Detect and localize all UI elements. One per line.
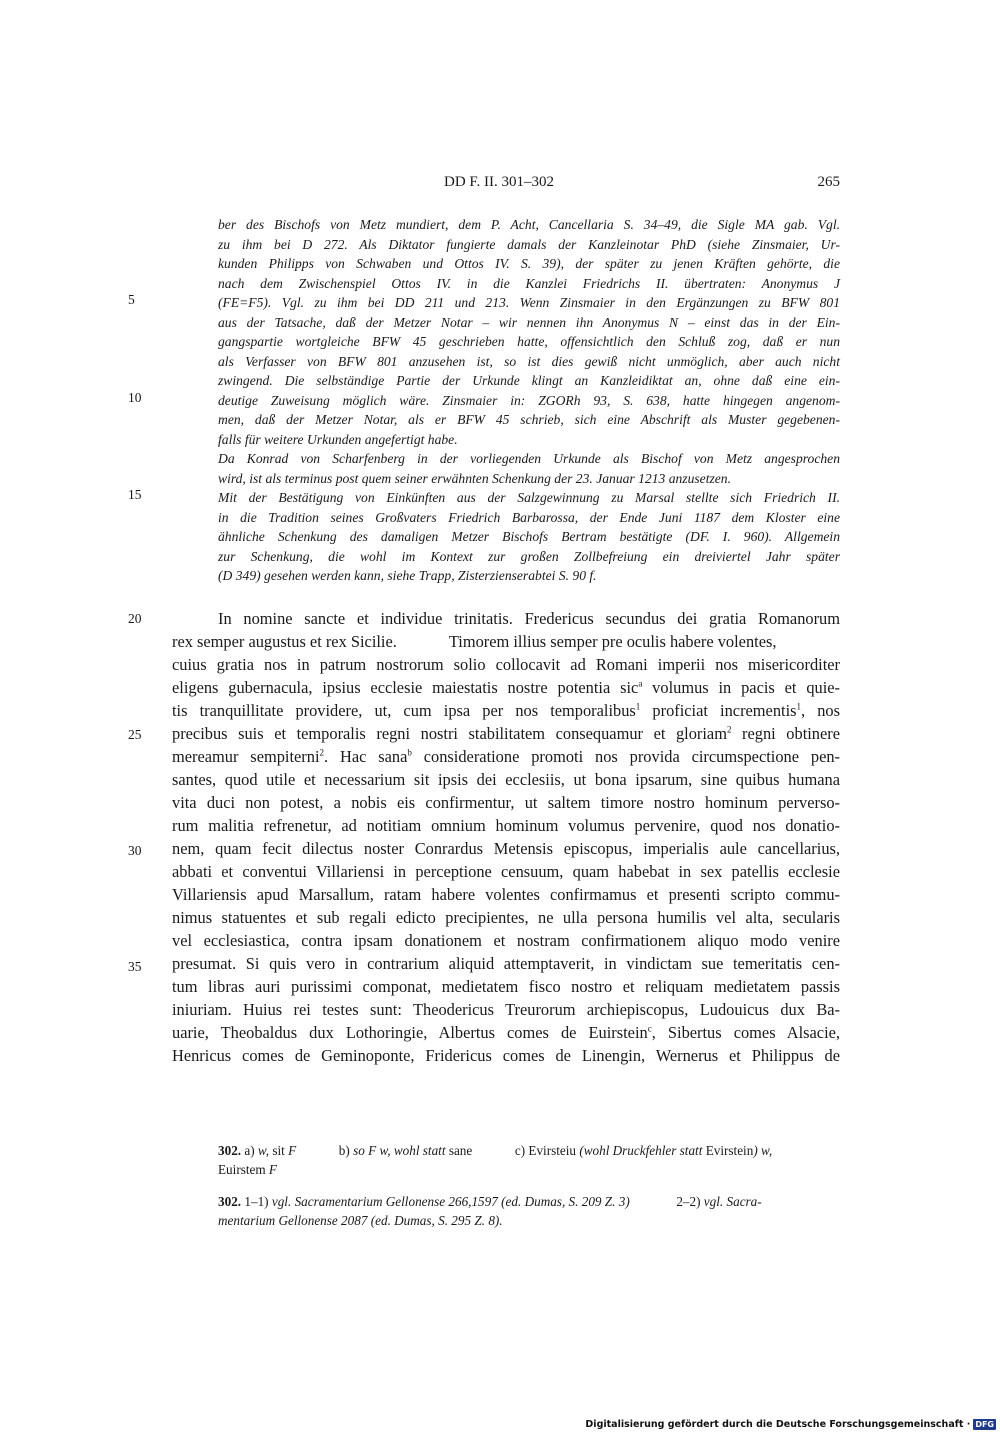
line-number: 30 — [128, 843, 142, 858]
text-line: iniuriam. Huius rei testes sunt: Theodericus Treurorum archiepiscopus, Ludouicus dux Ba- — [172, 1000, 840, 1019]
commentary-line: kunden Philipps von Schwaben und Ottos IV. S. 39), der später zu jenen Kräften gehörte, die — [218, 256, 840, 271]
commentary-line: aus der Tatsache, daß der Metzer Notar – wir nennen ihn Anonymus N – einst das in der Ein- — [218, 314, 840, 330]
text-line: rum malitia refrenetur, ad notitiam omnium hominum volumus pervenire, quod nos donatio- — [172, 816, 840, 835]
text-line: precibus suis et temporalis regni nostri stabilitatem consequamur et gloriam$^2$ regni obtinere — [172, 724, 841, 743]
text-line: vel ecclesiastica, contra ipsam donationem et nostram confirmationem aliquo modo venire — [172, 931, 840, 950]
line-number: 25 — [128, 727, 142, 742]
line-number: 15 — [128, 487, 142, 502]
line-number: 5 — [128, 292, 135, 307]
text-line: Henricus comes de Geminoponte, Fridericus comes de Linengin, Wernerus et Philippus de — [172, 1046, 840, 1065]
commentary-line: zu ihm bei D 272. Als Diktator fungierte damals der Kanzleinotar PhD (siehe Zinsmaier, Ur- — [218, 236, 840, 252]
text-line: nimus statuentes et sub regali edicto precipientes, ne ulla persona humilis vel alta, secularis — [172, 908, 840, 927]
commentary-line: gangspartie wortgleiche BFW 45 geschrieben hatte, offensichtlich den Schluß zog, daß er nun — [218, 334, 840, 349]
commentary-line: (D 349) gesehen werden kann, siehe Trapp, Zisterzienserabtei S. 90 f. — [218, 568, 597, 583]
text-line: uarie, Theobaldus dux Lothoringie, Albertus comes de Euirstein$^c$, Sibertus comes Alsacie, — [172, 1023, 840, 1042]
commentary-line: deutige Zuweisung möglich wäre. Zinsmaier in: ZGORh 93, S. 638, hatte hingegen angenom- — [218, 392, 840, 408]
line-number: 10 — [128, 390, 142, 405]
running-header — [0, 174, 1000, 194]
commentary-line: zwingend. Die selbständige Partie der Urkunde klingt an Kanzleidiktat an, ohne daß eine ein- — [218, 373, 840, 388]
commentary-line: falls für weitere Urkunden angefertigt habe. — [218, 431, 458, 447]
text-line: rex semper augustus et rex Sicilie. Timorem illius semper pre oculis habere volentes, — [172, 632, 777, 651]
line-number: 20 — [128, 611, 142, 626]
commentary-line: men, daß der Metzer Notar, als er BFW 45 schrieb, sich eine Abschrift als Muster gegebenen- — [218, 412, 840, 427]
footnote-line: mentarium Gellonense 2087 (ed. Dumas, S. 295 Z. 8). — [218, 1213, 503, 1228]
dfg-logo: DFG — [975, 1420, 994, 1429]
text-line: Villariensis apud Marsallum, ratam habere volentes confirmamus et presenti scripto commu- — [172, 885, 840, 904]
commentary-line: in die Tradition seines Großvaters Friedrich Barbarossa, der Ende Juni 1187 dem Kloster eine — [218, 509, 840, 525]
text-line: In nomine sancte et individue trinitatis. Fredericus secundus dei gratia Romanorum — [218, 609, 840, 628]
commentary-line: (FE=F5). Vgl. zu ihm bei DD 211 und 213. Wenn Zinsmaier in den Ergänzungen zu BFW 801 — [218, 295, 840, 310]
text-line: cuius gratia nos in patrum nostrorum solio collocavit ad Romani imperii nos misericorditer — [172, 655, 840, 674]
line-number: 35 — [128, 959, 142, 974]
commentary-line: ber des Bischofs von Metz mundiert, dem P. Acht, Cancellaria S. 34–49, die Sigle MA gab. Vgl. — [218, 217, 840, 232]
commentary-line: zur Schenkung, die wohl im Kontext zur großen Zollbefreiung ein dreiviertel Jahr später — [218, 548, 840, 564]
funding-text: Digitalisierung gefördert durch die Deutsche Forschungsgemeinschaft · — [585, 1419, 971, 1430]
commentary-line: nach dem Zwischenspiel Ottos IV. in die Kanzlei Friedrichs II. übertraten: Anonymus J — [218, 275, 840, 291]
footnote-line: 302. a) w, sit F b) so F w, wohl statt sane c) Evirsteiu (wohl Druckfehler statt Evirstein) w, — [218, 1143, 773, 1158]
text-line: presumat. Si quis vero in contrarium aliquid attemptaverit, in vindictam sue temeritatis cen- — [172, 954, 840, 973]
text-line: eligens gubernacula, ipsius ecclesie maiestatis nostre potentia sic$^a$ volumus in pacis et quie- — [172, 678, 840, 697]
commentary-line: als Verfasser von BFW 801 anzusehen ist, so ist dies gewiß nicht unmöglich, aber auch nicht — [218, 353, 840, 369]
commentary-line: ähnliche Schenkung des damaligen Metzer Bischofs Bertram bestätigte (DF. I. 960). Allgemein — [218, 529, 840, 544]
text-line: vita duci non potest, a nobis eis confirmentur, ut saltem timore nostro hominum perverso- — [172, 793, 840, 812]
page-number: 265 — [817, 174, 840, 190]
text-line: tis tranquillitate providere, ut, cum ipsa per nos temporalibus$^1$ proficiat incrementis$^1$, nos — [172, 701, 840, 720]
commentary-line: Mit der Bestätigung von Einkünften aus der Salzgewinnung zu Marsal stellte sich Friedrich II. — [218, 490, 840, 505]
text-line: abbati et conventui Villariensi in perceptione censuum, quam habebat in sex patellis ecclesie — [172, 862, 840, 881]
text-line: nem, quam fecit dilectus noster Conrardus Metensis episcopus, imperialis aule cancellarius, — [172, 839, 840, 858]
commentary-line: Da Konrad von Scharfenberg in der vorliegenden Urkunde als Bischof von Metz angesprochen — [218, 451, 840, 466]
commentary-line: wird, ist als terminus post quem seiner erwähnten Schenkung der 23. Januar 1213 anzusetzen. — [218, 470, 731, 486]
text-line: tum libras auri purissimi componat, medietatem fisco nostro et reliquam medietatem passis — [172, 977, 840, 996]
text-line: mereamur sempiterni$^2$. Hac sana$^b$ consideratione promoti nos provida circumspectione pen- — [172, 747, 840, 766]
funding-notice — [585, 1418, 996, 1432]
footnote-line: Euirstem F — [218, 1162, 277, 1177]
footnote-line: 302. 1–1) vgl. Sacramentarium Gellonense 266,1597 (ed. Dumas, S. 209 Z. 3) 2–2) vgl. Sacra- — [218, 1194, 762, 1209]
header-title: DD F. II. 301–302 — [444, 174, 555, 190]
text-line: santes, quod utile et necessarium sit ipsis dei ecclesiis, ut bona ipsarum, sine quibus humana — [172, 770, 840, 789]
